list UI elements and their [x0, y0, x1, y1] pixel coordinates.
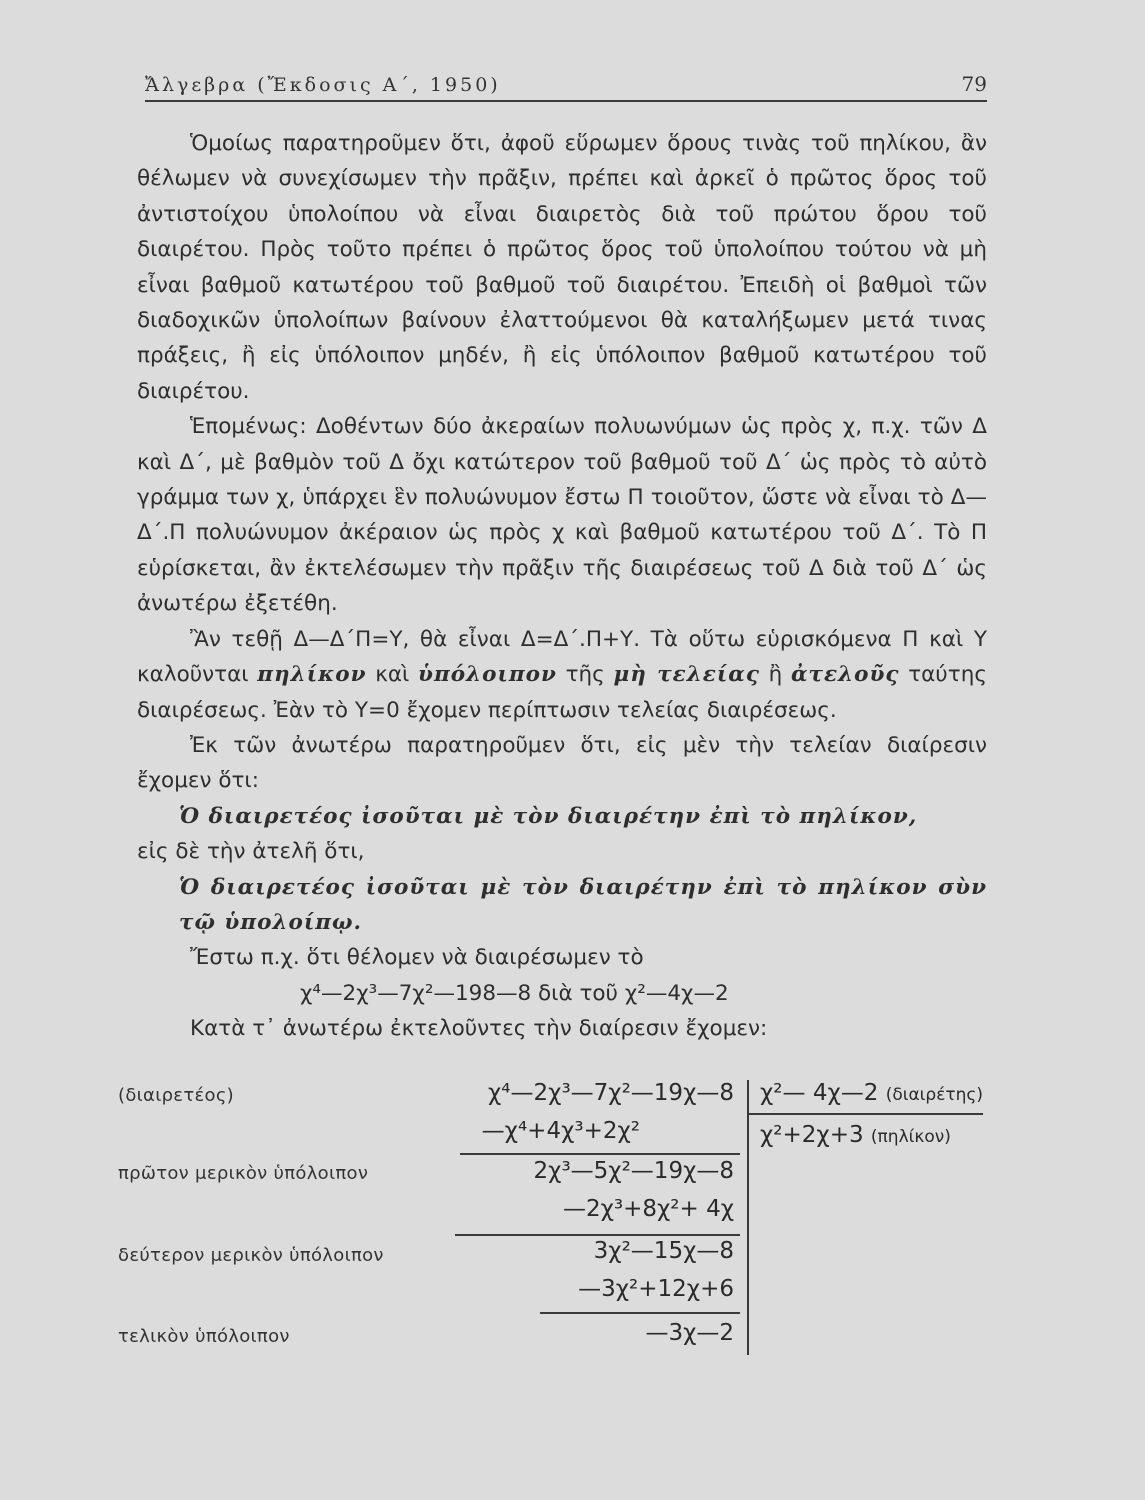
p3-text-c: καὶ [375, 662, 410, 688]
label-second-remainder: δεύτερον μερικὸν ὑπόλοιπον [118, 1245, 384, 1266]
running-title: Ἄλγεβρα (Ἔκδοσις Α΄, 1950) [145, 74, 501, 96]
paragraph-5: εἰς δὲ τὴν ἀτελῆ ὅτι, [137, 839, 365, 865]
quotient [760, 1122, 951, 1148]
final-remainder-row: —3χ—2 [645, 1320, 734, 1346]
divisor-underline [748, 1113, 983, 1115]
term-incomplete: ἀτελοῦς [790, 662, 900, 688]
label-final-remainder: τελικὸν ὑπόλοιπον [118, 1326, 290, 1347]
dividend-row: χ⁴—2χ³—7χ²—19χ—8 [488, 1080, 734, 1106]
rule-line-1 [460, 1153, 740, 1155]
rule-line-3 [540, 1312, 740, 1314]
p3-text-e: τῆς [565, 662, 605, 688]
second-remainder-row: 3χ²—15χ—8 [593, 1238, 734, 1264]
subtract-row-3: —3χ²+12χ+6 [578, 1276, 734, 1302]
p3-text-g: ἢ [768, 662, 783, 688]
divisor-label: (διαιρέτης) [885, 1085, 984, 1105]
p3-text-a: Ἂν τεθῇ Δ—Δ΄Π=Υ, θὰ εἶναι Δ=Δ΄.Π+Υ. Τὰ οὕτω εὑρισκόμενα Π καὶ Υ καλοῦνται [137, 626, 987, 688]
paragraph-6: Ἔστω π.χ. ὅτι θέλομεν νὰ διαιρέσωμεν τὸ [190, 945, 644, 971]
label-first-remainder: πρῶτον μερικὸν ὑπόλοιπον [118, 1163, 369, 1184]
rule-imperfect-division: Ὁ διαιρετέος ἰσοῦται μὲ τὸν διαιρέτην ἐπὶ τὸ πηλίκον σὺν τῷ ὑπολοίπῳ. [179, 874, 987, 935]
quotient-expression: χ²+2χ+3 [760, 1122, 864, 1148]
rule-line-2 [455, 1234, 740, 1236]
paragraph-1: Ὁμοίως παρατηροῦμεν ὅτι, ἀφοῦ εὕρωμεν ὅρους τινὰς τοῦ πηλίκου, ἂν θέλωμεν νὰ συνεχίσωμεν τὴν πρᾶξιν, πρέπει καὶ ἀρκεῖ ὁ πρῶτος ὅρος τοῦ ἀντιστοίχου ὑπολοίπου νὰ εἶναι διαιρετὸς διὰ τοῦ πρώτου ὅρου τοῦ διαιρέτου. Πρὸς τοῦτο πρέπει ὁ πρῶτος ὅρος τοῦ ὑπολοίπου τούτου νὰ μὴ εἶναι βαθμοῦ κατωτέρου τοῦ βαθμοῦ τοῦ διαιρέτου. Ἐπειδὴ οἱ βαθμοὶ τῶν διαδοχικῶν ὑπολοίπων βαίνουν ἐλαττούμενοι θὰ καταλήξωμεν μετά τινας πράξεις, ἢ εἰς ὑπόλοιπον μηδέν, ἢ εἰς ὑπόλοιπον βαθμοῦ κατωτέρου τοῦ διαιρέτου. [137, 131, 987, 404]
term-imperfect: μὴ τελείας [613, 662, 760, 688]
term-remainder: ὑπόλοιπον [418, 662, 557, 688]
page-number: 79 [961, 72, 987, 96]
first-remainder-row: 2χ³—5χ²—19χ—8 [533, 1158, 734, 1184]
divisor [760, 1080, 983, 1106]
paragraph-4: Ἐκ τῶν ἀνωτέρω παρατηροῦμεν ὅτι, εἰς μὲν τὴν τελείαν διαίρεσιν ἔχομεν ὅτι: [137, 732, 987, 794]
paragraph-2: Ἑπομένως: Δοθέντων δύο ἀκεραίων πολυωνύμων ὡς πρὸς χ, π.χ. τῶν Δ καὶ Δ΄, μὲ βαθμὸν τοῦ Δ ὄχι κατώτερον τοῦ βαθμοῦ τοῦ Δ΄ ὡς πρὸς τὸ αὐτὸ γράμμα των χ, ὑπάρχει ἓν πολυώνυμον ἔστω Π τοιοῦτον, ὥστε νὰ εἶναι τὸ Δ—Δ΄.Π πολυώνυμον ἀκέραιον ὡς πρὸς χ καὶ βαθμοῦ κατωτέρου τοῦ Δ΄. Τὸ Π εὑρίσκεται, ἂν ἐκτελέσωμεν τὴν πρᾶξιν τῆς διαιρέσεως τοῦ Δ διὰ τοῦ Δ΄ ὡς ἀνωτέρω ἐξετέθη. [137, 414, 987, 617]
rule-perfect-division: Ὁ διαιρετέος ἰσοῦται μὲ τὸν διαιρέτην ἐπὶ τὸ πηλίκον, [179, 803, 918, 829]
paragraph-7: Κατὰ τ᾽ ἀνωτέρω ἐκτελοῦντες τὴν διαίρεσιν ἔχομεν: [190, 1016, 768, 1042]
label-dividend: (διαιρετέος) [118, 1085, 235, 1106]
subtract-row-1: —χ⁴+4χ³+2χ² [481, 1118, 640, 1144]
term-quotient: πηλίκον [257, 662, 367, 688]
divisor-expression: χ²— 4χ—2 [760, 1080, 879, 1106]
division-vertical-line [747, 1080, 749, 1355]
subtract-row-2: —2χ³+8χ²+ 4χ [562, 1196, 734, 1222]
quotient-label: (πηλίκον) [870, 1127, 951, 1147]
p3-text-i: ταύτης διαιρέσεως. Ἐὰν τὸ Υ=0 ἔχομεν περίπτωσιν τελείας διαιρέσεως. [137, 662, 987, 723]
division-formula: χ⁴—2χ³—7χ²—198—8 διὰ τοῦ χ²—4χ—2 [300, 980, 729, 1006]
